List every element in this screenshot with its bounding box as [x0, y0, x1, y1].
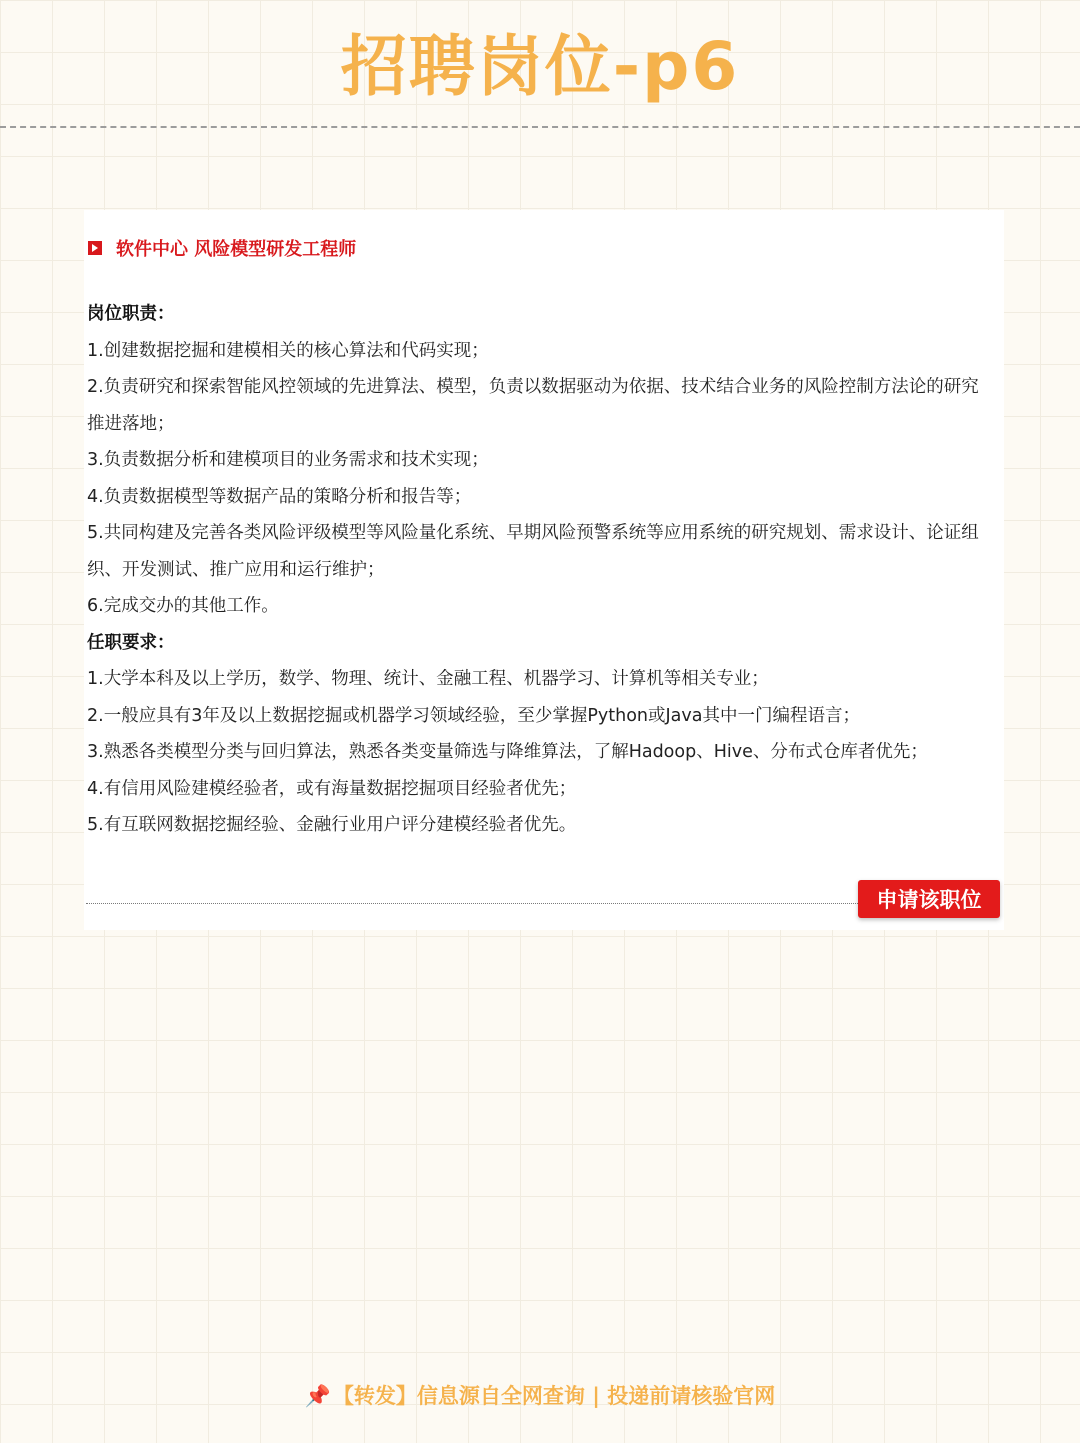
job-title: 软件中心 风险模型研发工程师 — [116, 239, 357, 260]
footer-note — [0, 1380, 1080, 1410]
footer-text: 【转发】信息源自全网查询 | 投递前请核验官网 — [332, 1384, 776, 1408]
apply-button[interactable]: 申请该职位 — [858, 880, 1000, 918]
responsibility-item: 5.共同构建及完善各类风险评级模型等风险量化系统、早期风险预警系统等应用系统的研究规划、需求设计、论证组织、开发测试、推广应用和运行维护； — [87, 523, 979, 580]
requirement-item: 4.有信用风险建模经验者，或有海量数据挖掘项目经验者优先； — [87, 778, 577, 799]
responsibility-item: 6.完成交办的其他工作。 — [87, 596, 279, 616]
responsibility-item: 4.负责数据模型等数据产品的策略分析和报告等； — [87, 486, 472, 507]
job-heading — [88, 234, 356, 262]
pushpin-icon: 📌 — [304, 1384, 331, 1408]
page-title: 招聘岗位-p6 — [340, 28, 740, 105]
play-marker-icon — [88, 241, 102, 255]
card-divider — [86, 903, 858, 904]
responsibility-item: 3.负责数据分析和建模项目的业务需求和技术实现； — [87, 450, 489, 470]
top-divider — [0, 126, 1080, 128]
requirement-item: 2.一般应具有3年及以上数据挖掘或机器学习领域经验，至少掌握Python或Java其中一门编程语言； — [87, 705, 860, 726]
requirement-item: 3.熟悉各类模型分类与回归算法，熟悉各类变量筛选与降维算法，了解Hadoop、Hive、分布式仓库者优先； — [87, 742, 928, 762]
job-description — [87, 296, 992, 844]
requirement-item: 5.有互联网数据挖掘经验、金融行业用户评分建模经验者优先。 — [87, 815, 577, 835]
requirements-label: 任职要求： — [87, 632, 175, 653]
responsibility-item: 1.创建数据挖掘和建模相关的核心算法和代码实现； — [87, 340, 489, 361]
responsibilities-label: 岗位职责： — [87, 304, 175, 324]
job-card — [84, 210, 1004, 930]
requirement-item: 1.大学本科及以上学历，数学、物理、统计、金融工程、机器学习、计算机等相关专业； — [87, 669, 769, 689]
responsibility-item: 2.负责研究和探索智能风控领域的先进算法、模型，负责以数据驱动为依据、技术结合业务的风险控制方法论的研究推进落地； — [87, 377, 979, 434]
